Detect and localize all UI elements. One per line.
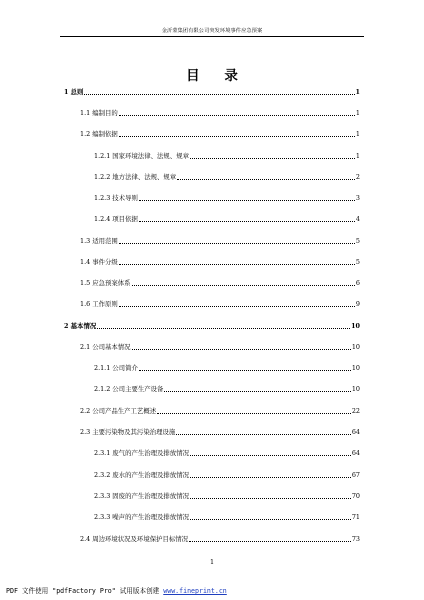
toc-entry-page: 67 bbox=[351, 471, 360, 479]
toc-entry-page: 64 bbox=[351, 428, 360, 436]
toc-entry-label: 2 基本情况 bbox=[64, 322, 97, 330]
dot-leader bbox=[119, 243, 355, 244]
toc-entry-1-2-2[interactable] bbox=[94, 173, 360, 182]
toc-title: 目 录 bbox=[186, 68, 248, 84]
toc-entry-label: 1.4 事件分级 bbox=[80, 258, 118, 266]
toc-entry-label: 2.3 主要污染物及其污染治理设施 bbox=[80, 428, 176, 436]
toc-entry-label: 2.3.3 固废的产生治理及排放情况 bbox=[94, 492, 189, 500]
toc-entry-label: 1.2.1 国家环境法律、法规、规章 bbox=[94, 152, 189, 160]
toc-entry-2-3-3b[interactable] bbox=[94, 513, 360, 522]
toc-entry-1-2[interactable] bbox=[80, 130, 360, 139]
toc-entry-2-3[interactable] bbox=[80, 428, 360, 437]
dot-leader bbox=[139, 200, 355, 201]
pdf-watermark-footer bbox=[6, 585, 418, 595]
toc-entry-1-4[interactable] bbox=[80, 258, 360, 267]
toc-entry-label: 1.2.3 技术导则 bbox=[94, 194, 138, 202]
toc-entry-2[interactable] bbox=[64, 322, 360, 331]
toc-entry-1-2-1[interactable] bbox=[94, 152, 360, 161]
toc-entry-1-2-4[interactable] bbox=[94, 215, 360, 224]
toc-entry-label: 2.4 周边环境状况及环境保护目标情况 bbox=[80, 535, 189, 543]
toc-entry-page: 1 bbox=[355, 88, 360, 96]
toc-entry-label: 2.3.2 废水的产生治理及排放情况 bbox=[94, 471, 189, 479]
dot-leader bbox=[176, 434, 351, 435]
toc-entry-label: 1.2.4 项目依据 bbox=[94, 215, 138, 223]
dot-leader bbox=[132, 349, 351, 350]
dot-leader bbox=[97, 328, 350, 329]
toc-entry-label: 1.3 适用范围 bbox=[80, 237, 118, 245]
toc-entry-label: 1.2.2 地方法律、法规、规章 bbox=[94, 173, 177, 181]
toc-entry-page: 70 bbox=[351, 492, 360, 500]
dot-leader bbox=[190, 158, 355, 159]
toc-entry-label: 2.1.1 公司简介 bbox=[94, 364, 138, 372]
dot-leader bbox=[164, 391, 350, 392]
toc-entry-page: 71 bbox=[351, 513, 360, 521]
toc-entry-2-3-2[interactable] bbox=[94, 471, 360, 480]
toc-entry-page: 9 bbox=[355, 300, 360, 308]
toc-entry-page: 10 bbox=[351, 364, 360, 372]
dot-leader bbox=[84, 94, 354, 95]
toc-entry-page: 3 bbox=[355, 194, 360, 202]
toc-entry-page: 5 bbox=[355, 258, 360, 266]
toc-entry-2-1[interactable] bbox=[80, 343, 360, 352]
toc-entry-page: 1 bbox=[355, 109, 360, 117]
toc-entry-2-4[interactable] bbox=[80, 535, 360, 544]
dot-leader bbox=[132, 285, 355, 286]
page-number: 1 bbox=[209, 558, 215, 566]
dot-leader bbox=[119, 115, 355, 116]
toc-entry-page: 10 bbox=[351, 385, 360, 393]
toc-entry-page: 64 bbox=[351, 449, 360, 457]
toc-entry-1-5[interactable] bbox=[80, 279, 360, 288]
dot-leader bbox=[157, 413, 351, 414]
toc-entry-2-1-2[interactable] bbox=[94, 385, 360, 394]
toc-entry-1-2-3[interactable] bbox=[94, 194, 360, 203]
toc-entry-1-3[interactable] bbox=[80, 237, 360, 246]
dot-leader bbox=[190, 477, 351, 478]
dot-leader bbox=[190, 519, 351, 520]
toc-entry-label: 2.1.2 公司主要生产设备 bbox=[94, 385, 164, 393]
dot-leader bbox=[189, 541, 351, 542]
toc-entry-page: 22 bbox=[351, 407, 360, 415]
toc-entry-2-3-3[interactable] bbox=[94, 492, 360, 501]
toc-entry-label: 2.3.3 噪声的产生治理及排放情况 bbox=[94, 513, 189, 521]
toc-entry-1-1[interactable] bbox=[80, 109, 360, 118]
dot-leader bbox=[139, 221, 355, 222]
toc-entry-page: 4 bbox=[355, 215, 360, 223]
toc-entry-page: 1 bbox=[355, 130, 360, 138]
toc-entry-page: 10 bbox=[351, 322, 360, 330]
running-header: 金沂蒙集团有限公司突发环境事件应急预案 bbox=[161, 28, 263, 34]
dot-leader bbox=[119, 306, 355, 307]
dot-leader bbox=[190, 455, 351, 456]
toc-entry-page: 73 bbox=[351, 535, 360, 543]
toc-entry-label: 1.1 编制目的 bbox=[80, 109, 118, 117]
toc-entry-label: 2.3.1 废气的产生治理及排放情况 bbox=[94, 449, 189, 457]
dot-leader bbox=[190, 498, 351, 499]
footer-text: PDF 文件使用 "pdfFactory Pro" 试用版本创建 bbox=[6, 587, 164, 595]
toc-entry-page: 2 bbox=[355, 173, 360, 181]
toc-entry-2-1-1[interactable] bbox=[94, 364, 360, 373]
toc-entry-1-6[interactable] bbox=[80, 300, 360, 309]
toc-entry-label: 2.2 公司产品生产工艺概述 bbox=[80, 407, 157, 415]
toc-entry-2-3-1[interactable] bbox=[94, 449, 360, 458]
toc-entry-page: 1 bbox=[355, 152, 360, 160]
footer-link[interactable]: www.fineprint.cn bbox=[163, 587, 227, 595]
dot-leader bbox=[139, 370, 351, 371]
toc-entry-label: 1 总则 bbox=[64, 88, 84, 96]
dot-leader bbox=[119, 136, 355, 137]
toc-entry-page: 10 bbox=[351, 343, 360, 351]
toc-entry-page: 5 bbox=[355, 237, 360, 245]
dot-leader bbox=[177, 179, 355, 180]
toc-entry-1[interactable] bbox=[64, 88, 360, 97]
toc-entry-label: 2.1 公司基本情况 bbox=[80, 343, 131, 351]
toc-entry-2-2[interactable] bbox=[80, 407, 360, 416]
dot-leader bbox=[119, 264, 355, 265]
toc-entry-label: 1.5 应急预案体系 bbox=[80, 279, 131, 287]
toc-entry-page: 6 bbox=[355, 279, 360, 287]
toc-entry-label: 1.2 编制依据 bbox=[80, 130, 118, 138]
toc-entry-label: 1.6 工作原则 bbox=[80, 300, 118, 308]
